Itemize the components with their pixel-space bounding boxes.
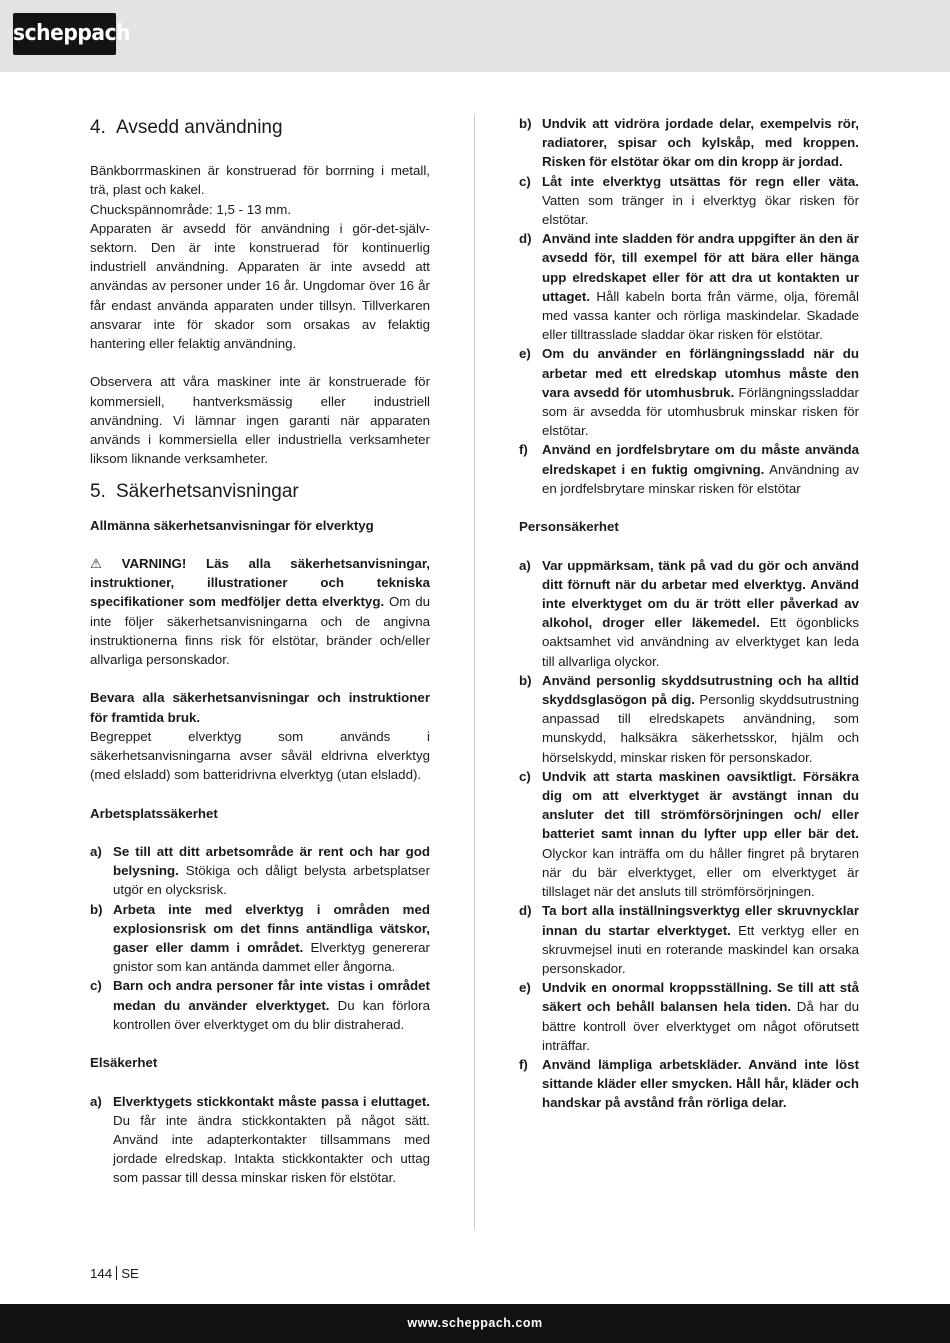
item-label: d) — [519, 903, 532, 919]
item-bold: Barn och andra personer får inte vistas i området medan du använder elverktyget. — [113, 978, 430, 1013]
item-bold: Undvik att starta maskinen oavsiktligt. Försäkra dig om att elverktyget är avstängt innan du ansluter det till strömförsörjningen och/ eller batteriet samt innan du lyfter upp eller bär det. — [542, 768, 859, 842]
item-bold: Använd en jordfelsbrytare om du måste använda elredskapet i en fuktig omgivning. — [542, 442, 859, 477]
item-label: f) — [519, 1056, 528, 1072]
item-text: Ett ögonblicks oaktsamhet vid användning av elverktyget kan leda till allvarliga olyckor. — [542, 615, 859, 669]
list-item — [519, 1055, 859, 1113]
keep-instructions-bold: Bevara alla säkerhetsanvisningar och instruktioner för framtida bruk. — [90, 690, 430, 725]
item-label: b) — [519, 672, 532, 688]
item-bold: Använd personlig skyddsutrustning och ha alltid skyddsglasögon på dig. — [542, 672, 859, 708]
item-text: Användning av en jordfelsbrytare minskar risken för elstötar — [542, 461, 859, 496]
scheppach-logo: scheppach — [13, 13, 116, 55]
right-column — [519, 114, 859, 1113]
item-bold: Var uppmärksam, tänk på vad du gör och använd ditt förnuft när du arbetar med elverktyg. Använd inte elverktyget om du är trött eller påverkad av alkohol, droger eller läkemedel. — [542, 557, 859, 631]
page-footer-number — [90, 1264, 139, 1283]
item-text: Håll kabeln borta från värme, olja, föremål med vassa kanter och rörliga maskindelar. Skadade eller tilltrasslade sladdar ökar risken för elstötar. — [542, 288, 859, 343]
item-label: c) — [519, 173, 531, 189]
list-item — [519, 344, 859, 440]
list-item — [90, 900, 430, 977]
general-safety-subheading: Allmänna säkerhetsanvisningar för elverktyg — [90, 517, 374, 533]
item-bold: Undvik en onormal kroppsställning. Se till att stå säkert och behåll balansen hela tiden. — [542, 980, 859, 1015]
item-bold: Låt inte elverktyg utsättas för regn eller väta. — [542, 173, 859, 189]
item-label: b) — [519, 116, 532, 131]
item-text: Du kan förlora kontrollen över elverktyget om du blir distraherad. — [113, 997, 430, 1032]
item-label: c) — [519, 768, 531, 784]
item-text: Elverktyg genererar gnistor som kan antända dammet eller ångorna. — [113, 940, 430, 975]
page-number: 144 — [90, 1266, 113, 1281]
item-text: Olyckor kan inträffa om du håller fingret på brytaren när du bär elverktyget, eller om elverktyget är tillslaget när det ansluts till strömförsörjningen. — [542, 845, 859, 900]
warning-bold: VARNING! Läs alla säkerhetsanvisningar, instruktioner, illustrationer och tekniska specifikationer som medföljer detta elverktyg. — [90, 556, 430, 610]
list-item — [519, 229, 859, 344]
item-text: Ett verktyg eller en skruvmejsel inuti en roterande maskindel kan orsaka personskador. — [542, 922, 859, 976]
item-bold: Elverktygets stickkontakt måste passa i eluttaget. — [113, 1093, 430, 1109]
item-text: Du får inte ändra stickkontakten på något sätt. Använd inte adapterkontakter tillsammans med jordade elredskap. Intakta stickkontakter och uttag som passar till dessa minskar risken för elstötar. — [113, 1112, 430, 1186]
list-item — [519, 767, 859, 901]
item-label: f) — [519, 442, 528, 458]
item-bold: Se till att ditt arbetsområde är rent och har god belysning. — [113, 844, 430, 879]
list-item — [519, 440, 859, 498]
list-item — [519, 114, 859, 172]
warning-triangle-icon: ⚠ — [90, 556, 102, 571]
list-item — [90, 1092, 430, 1188]
warning-text: Om du inte följer säkerhetsanvisningarna och de angivna instruktionerna finns risk för elstötar, bränder och/eller allvarliga personskador. — [90, 594, 430, 668]
section-5-number: 5. — [90, 481, 106, 503]
intended-use-p2: Chuckspännområde: 1,5 - 13 mm. — [90, 201, 292, 217]
item-label: a) — [519, 557, 531, 573]
item-label: b) — [90, 901, 103, 917]
item-text: Personlig skyddsutrustning anpassad till elredskapets användning, som munskydd, halksäkra säkerhetsskor, hjälm och hörselskydd, minskar risken för personskador. — [542, 692, 859, 765]
item-label: e) — [519, 346, 531, 362]
item-bold: Använd inte sladden för andra uppgifter än den är avsedd för, till exempel för att bära eller hänga upp elredskapet eller för att dra ut kontakten ur uttaget. — [542, 231, 859, 304]
item-label: d) — [519, 231, 532, 247]
header-band — [0, 0, 950, 72]
item-text: Stökiga och dåligt belysta arbetsplatser utgör en olycksrisk. — [113, 863, 430, 898]
item-bold: Arbeta inte med elverktyg i områden med explosionsrisk om det finns antändliga vätskor, gaser eller damm i området. — [113, 901, 430, 956]
item-text: Vatten som tränger in i elverktyg ökar risken för elstötar. — [542, 192, 859, 228]
page-number-separator — [116, 1266, 117, 1280]
electrical-safety-list — [90, 1092, 430, 1188]
list-item — [519, 671, 859, 767]
footer-url: www.scheppach.com — [407, 1316, 543, 1330]
list-item — [519, 556, 859, 671]
personal-safety-list — [519, 556, 859, 1113]
item-label: a) — [90, 844, 102, 859]
keep-instructions-text: Begreppet elverktyg som används i säkerhetsanvisningarna avser såväl eldrivna elverktyg (med elsladd) som batteridrivna elverktyg (utan elsladd). — [90, 728, 430, 783]
workplace-safety-list — [90, 842, 430, 1034]
item-bold: Ta bort alla inställningsverktyg eller skruvnycklar innan du startar elverktyget. — [542, 903, 859, 938]
electrical-safety-list-continued — [519, 114, 859, 498]
left-column — [90, 114, 430, 1188]
item-bold: Om du använder en förlängningssladd när du arbetar med ett elredskap utomhus måste den vara avsedd för utomhusbruk. — [542, 346, 859, 400]
list-item — [519, 172, 859, 230]
list-item — [519, 901, 859, 978]
intended-use-p1: Bänkborrmaskinen är konstruerad för borrning i metall, trä, plast och kakel. — [90, 163, 430, 198]
section-4-title: Avsedd användning — [116, 117, 283, 138]
workplace-safety-heading: Arbetsplatssäkerhet — [90, 805, 218, 821]
list-item — [519, 978, 859, 1055]
item-label: c) — [90, 978, 102, 994]
item-label: a) — [90, 1093, 102, 1109]
list-item — [90, 842, 430, 900]
electrical-safety-heading: Elsäkerhet — [90, 1055, 158, 1071]
language-code: SE — [121, 1266, 139, 1281]
section-4-number: 4. — [90, 117, 106, 138]
section-4-heading — [90, 114, 430, 142]
column-divider — [474, 114, 475, 1230]
warning-paragraph — [90, 554, 430, 669]
item-bold: Använd lämpliga arbetskläder. Använd inte löst sittande kläder eller smycken. Håll hår, kläder och handskar på avstånd från rörliga delar. — [542, 1056, 859, 1111]
list-item — [90, 976, 430, 1034]
item-label: e) — [519, 980, 531, 996]
item-text: Förlängningssladdar som är avsedda för utomhusbruk minskar risken för elstötar. — [542, 384, 859, 439]
item-bold: Undvik att vidröra jordade delar, exempelvis rör, radiatorer, spisar och kylskåp, med kroppen. Risken för elstötar ökar om din kropp är jordad. — [542, 116, 859, 170]
personal-safety-heading: Personsäkerhet — [519, 519, 619, 535]
section-5-title: Säkerhetsanvisningar — [116, 481, 299, 503]
section-5-heading — [90, 478, 430, 506]
intended-use-p4: Observera att våra maskiner inte är konstruerade för kommersiell, hantverksmässig eller industriell användning. Vi lämnar ingen garanti när apparaten används i kommersiella eller industriella verksamheter liksom liknande verksamheter. — [90, 374, 430, 467]
intended-use-p3: Apparaten är avsedd för användning i gör-det-själv-sektorn. Den är inte konstruerad för kontinuerlig industriell användning. Apparaten är inte avsedd att användas av personer under 16 år. Ungdomar över 16 år får endast använda apparaten under tillsyn. Tillverkaren ansvarar inte för skador som orsakas av felaktig hantering eller felaktig användning. — [90, 220, 430, 352]
item-text: Då har du bättre kontroll över elverktyget om något oförutsett inträffar. — [542, 999, 859, 1053]
